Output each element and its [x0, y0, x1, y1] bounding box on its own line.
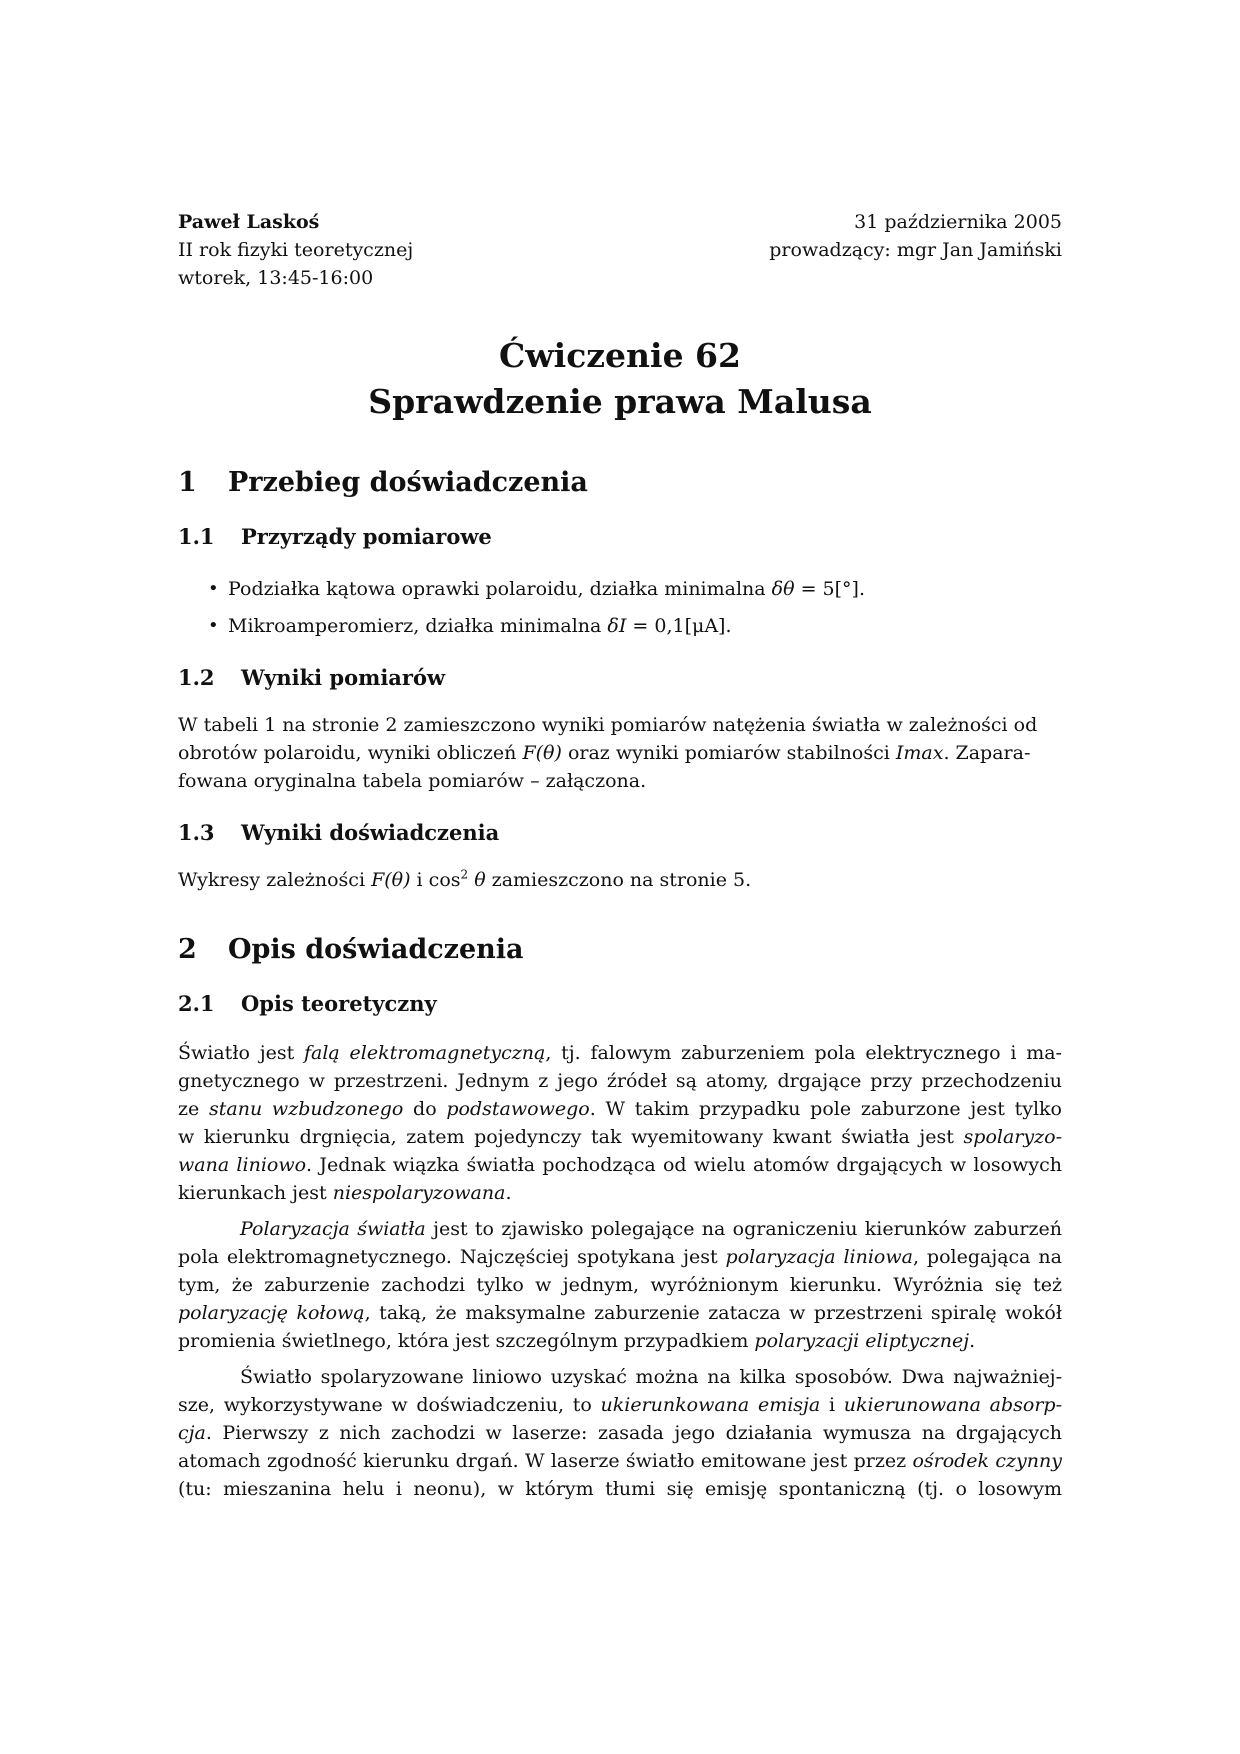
emphasis: polaryzacji eliptycznej [754, 1330, 970, 1352]
section-number: 2 [178, 934, 197, 965]
subsection-heading-1-3 [178, 818, 1062, 848]
text-run: do [403, 1098, 447, 1120]
subsection-title: Wyniki pomiarów [241, 665, 446, 690]
text-run: w kierunku drgnięcia, zatem pojedynczy tak wyemitowany kwant światła jest [178, 1126, 964, 1148]
text-line [178, 1299, 1062, 1327]
exercise-subtitle: Sprawdzenie prawa Malusa [368, 382, 872, 421]
text-run: Światło jest [178, 1042, 304, 1064]
subsection-number: 2.1 [178, 991, 215, 1016]
text-line [178, 1243, 1062, 1271]
math-symbol: Imax [895, 742, 944, 764]
math-symbol: F(θ) [371, 869, 411, 891]
emphasis: spolaryzo- [963, 1126, 1062, 1148]
item-text: = 0,1[μA]. [626, 615, 732, 637]
section-heading-2 [178, 932, 1062, 968]
text-line [178, 1179, 1062, 1207]
text-run: . Pierwszy z nich zachodzi w laserze: zasada jego działania wymusza na drgających [205, 1422, 1062, 1444]
subsection-number: 1.3 [178, 820, 215, 845]
item-text: Mikroamperomierz, działka minimalna [228, 615, 608, 637]
text-line [178, 1475, 1062, 1503]
text-run: (tu: mieszanina helu i neonu), w którym tłumi się emisję spontaniczną (tj. o losowym [178, 1478, 1062, 1500]
text-line [178, 1215, 1062, 1243]
paragraph [178, 711, 1062, 795]
text-run: zamieszczono na stronie 5. [485, 869, 752, 891]
text-line [178, 1151, 1062, 1179]
math-symbol: δI [607, 615, 627, 637]
text-run: , tj. falowym zaburzeniem pola elektrycznego i ma- [545, 1042, 1062, 1064]
subsection-heading-1-2 [178, 663, 1062, 693]
text-run: oraz wyniki pomiarów stabilności [561, 742, 896, 764]
text-run: promienia świetlnego, która jest szczególnym przypadkiem [178, 1330, 755, 1352]
superscript: 2 [460, 867, 469, 882]
emphasis: stanu wzbudzonego [209, 1098, 404, 1120]
list-item [204, 613, 1062, 639]
subsection-heading-2-1 [178, 989, 1062, 1019]
text-line: fowana oryginalna tabela pomiarów – załączona. [178, 770, 647, 792]
instrument-list [178, 576, 1062, 639]
section-title: Przebieg doświadczenia [228, 467, 588, 498]
paragraph [178, 866, 1062, 894]
section-heading-1 [178, 465, 1062, 501]
text-line [178, 1095, 1062, 1123]
text-line [178, 1363, 1062, 1391]
title-block [0, 333, 1240, 425]
emphasis: Polaryzacja światła [240, 1218, 426, 1240]
header-right [769, 208, 1062, 264]
text-run: . Jednak wiązka światła pochodząca od wielu atomów drgających w losowych [306, 1154, 1063, 1176]
text-line [178, 1419, 1062, 1447]
item-text: Podziałka kątowa oprawki polaroidu, działka minimalna [228, 578, 772, 600]
subsection-number: 1.1 [178, 524, 215, 549]
math-symbol: δθ [771, 578, 795, 600]
text-run: atomach zgodność kierunku drgań. W laserze światło emitowane jest przez [178, 1450, 913, 1472]
section-title: Opis doświadczenia [228, 934, 524, 965]
text-run: pola elektromagnetycznego. Najczęściej spotykana jest [178, 1246, 726, 1268]
schedule: wtorek, 13:45-16:00 [178, 267, 374, 289]
text-run: tym, że zaburzenie zachodzi tylko w jednym, wyróżnionym kierunku. Wyróżnia się też [178, 1274, 1062, 1296]
author-name: Paweł Laskoś [178, 211, 320, 233]
text-run: ze [178, 1098, 209, 1120]
subsection-title: Przyrządy pomiarowe [241, 524, 492, 549]
text-run: . [969, 1330, 976, 1352]
text-run: i [820, 1394, 844, 1416]
math-symbol: F(θ) [522, 742, 562, 764]
subsection-number: 1.2 [178, 665, 215, 690]
subsection-heading-1-1 [178, 522, 1062, 552]
list-item [204, 576, 1062, 602]
text-run: . W takim przypadku pole zaburzone jest tylko [589, 1098, 1062, 1120]
subsection-title: Opis teoretyczny [241, 991, 437, 1016]
document-body [178, 465, 1062, 1503]
math-symbol: θ [468, 869, 486, 891]
text-run: Wykresy zależności [178, 869, 372, 891]
emphasis: ośrodek czynny [912, 1450, 1062, 1472]
exercise-title: Ćwiczenie 62 [499, 336, 741, 375]
text-line [178, 739, 1062, 767]
emphasis: niespolaryzowana [332, 1182, 506, 1204]
instructor: prowadzący: mgr Jan Jamiński [769, 239, 1062, 261]
text-run: , polegająca na [912, 1246, 1062, 1268]
paragraph [178, 1363, 1062, 1503]
emphasis: falą elektromagnetyczną [303, 1042, 546, 1064]
section-number: 1 [178, 467, 197, 498]
text-run: obrotów polaroidu, wyniki obliczeń [178, 742, 523, 764]
text-line [178, 1271, 1062, 1299]
text-run: . [505, 1182, 512, 1204]
text-run: gnetycznego w przestrzeni. Jednym z jego źródeł są atomy, drgające przy przechodzeniu [178, 1070, 1062, 1092]
year-info: II rok fizyki teoretycznej [178, 239, 414, 261]
date: 31 października 2005 [854, 211, 1062, 233]
text-line [178, 1391, 1062, 1419]
subsection-title: Wyniki doświadczenia [241, 820, 500, 845]
emphasis: ukierunowana absorp- [843, 1394, 1063, 1416]
emphasis: polaryzację kołową [178, 1302, 365, 1324]
item-text: = 5[°]. [794, 578, 865, 600]
text-run: Światło spolaryzowane liniowo uzyskać można na kilka sposobów. Dwa najważniej- [240, 1366, 1062, 1388]
emphasis: cja [178, 1422, 206, 1444]
text-run: . Zapara- [943, 742, 1031, 764]
emphasis: podstawowego [446, 1098, 590, 1120]
text-line [178, 1067, 1062, 1095]
paragraph [178, 1215, 1062, 1355]
text-run: jest to zjawisko polegające na ograniczeniu kierunków zaburzeń [425, 1218, 1063, 1240]
text-line [178, 1447, 1062, 1475]
text-line: W tabeli 1 na stronie 2 zamieszczono wyniki pomiarów natężenia światła w zależności od [178, 714, 1038, 736]
emphasis: wana liniowo [178, 1154, 307, 1176]
text-run: kierunkach jest [178, 1182, 333, 1204]
header-left [178, 208, 413, 292]
text-run: sze, wykorzystywane w doświadczeniu, to [178, 1394, 601, 1416]
text-run: , taką, że maksymalne zaburzenie zatacza w przestrzeni spiralę wokół [364, 1302, 1062, 1324]
text-line [178, 866, 1062, 894]
emphasis: polaryzacja liniowa [725, 1246, 913, 1268]
emphasis: ukierunkowana emisja [600, 1394, 821, 1416]
text-line [178, 1123, 1062, 1151]
text-line [178, 1039, 1062, 1067]
text-line [178, 1327, 1062, 1355]
text-run: i cos [410, 869, 461, 891]
paragraph [178, 1039, 1062, 1207]
